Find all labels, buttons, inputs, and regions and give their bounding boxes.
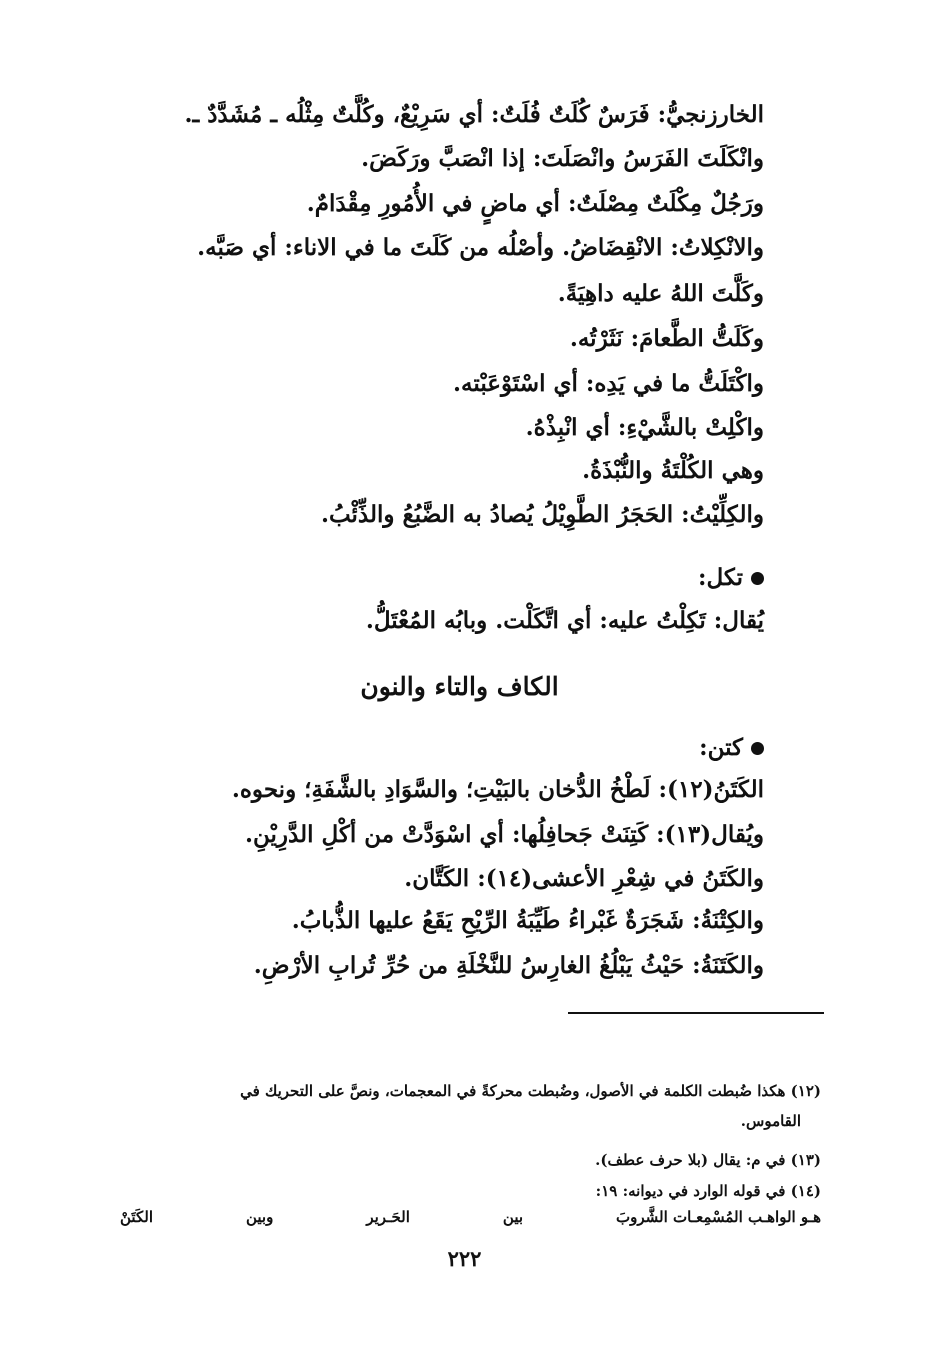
footnote: (١٢) هكذا ضُبطت الكلمة في الأصول، وضُبطت محركةً في المعجمات، ونصَّ على التحريك في <box>240 1082 821 1100</box>
entry-line: وانْكَلَتَ الفَرَسُ وانْصَلَتَ: إذا انْصَبَّ ورَكَضَ. <box>361 145 764 172</box>
headword-takal <box>698 563 764 593</box>
entry-line: والكِتْنَةُ: شَجَرَةٌ غَبْراءُ طَيِّبَةُ الرِّيْحِ يَقَعُ عليها الذُّبابُ. <box>291 907 764 934</box>
entry-line: الخارزنجيُّ: فَرَسٌ كُلَتٌ فُلَتٌ: أي سَرِيْعٌ، وكُلَّتٌ مِثْلُه ـ مُشَدَّدٌ ـ. <box>184 101 764 128</box>
poem-verse <box>120 1208 821 1226</box>
page-number: ٢٢٢ <box>447 1246 482 1271</box>
footnote-continuation: القاموس. <box>740 1112 801 1130</box>
entry-line: والكَتَنُ في شِعْرِ الأعشى(١٤): الكَتَّان. <box>404 865 764 892</box>
section-title: الكاف والتاء والنون <box>360 672 559 701</box>
verse-part: الكَتَنْ <box>120 1208 153 1226</box>
entry-line: والكَتَنَةُ: حَيْثُ يَبْلُغُ الغارِسُ للنَّخْلَةِ من حُرِّ تُرابِ الأرْضِ. <box>253 952 764 979</box>
entry-line: والكِلِّيْتُ: الحَجَرُ الطَّوِيْلُ يُصادُ به الضَّبُعُ والذِّئْبُ. <box>320 501 764 528</box>
verse-part: هـو الواهـب المُسْمِعـات الشَّروبَ <box>616 1208 821 1226</box>
bullet-icon <box>751 572 764 585</box>
headword-katan <box>699 733 764 763</box>
bullet-icon <box>751 742 764 755</box>
entry-line: وهي الكُلْتَةُ والنُّبْذَةُ. <box>582 457 764 484</box>
verse-part: بين <box>502 1208 524 1226</box>
entry-line: واكْلِتْ بالشَّيْءِ: أي انْبِذْهُ. <box>525 414 764 441</box>
entry-line: والانْكِلاتُ: الانْقِضَاضُ. وأصْلُه من كَلَتَ ما في الاناء: أي صَبَّه. <box>197 234 764 261</box>
verse-part: الحَـرير <box>366 1208 410 1226</box>
footnote: (١٣) في م: يقال (بلا حرف عطف). <box>595 1151 821 1169</box>
entry-line: وكَلَّتَ اللهُ عليه داهِيَةً. <box>557 280 764 307</box>
entry-line: واكْتَلَتُّ ما في يَدِه: أي اسْتَوْعَبْته. <box>453 370 764 397</box>
headword-label: كتن: <box>699 734 743 761</box>
footnote: (١٤) في قوله الوارد في ديوانه: ١٩: <box>595 1182 821 1200</box>
entry-line: وكَلَتُّ الطَّعامَ: نَثَرْتُه. <box>569 325 764 352</box>
verse-part: وبين <box>245 1208 274 1226</box>
entry-line: يُقال: تَكِلْتُ عليه: أي اتَّكَلْت. وبابُه المُعْتَلُّ. <box>365 607 764 634</box>
entry-line: ورَجُلٌ مِكْلَتٌ مِصْلَتٌ: أي ماضٍ في الأُمُورِ مِقْدَامٌ. <box>306 190 764 217</box>
entry-line: الكَتَنُ(١٢): لَطْخُ الدُّخان بالبَيْتِ؛ والسَّوَادِ بالشَّفَةِ؛ ونحوه. <box>231 776 764 803</box>
entry-line: ويُقال(١٣): كَتِنَتْ جَحافِلُها: أي اسْوَدَّتْ من أكْلِ الدَّرِيْنِ. <box>245 821 764 848</box>
footnote-divider <box>568 1012 824 1014</box>
headword-label: تكل: <box>697 564 743 591</box>
